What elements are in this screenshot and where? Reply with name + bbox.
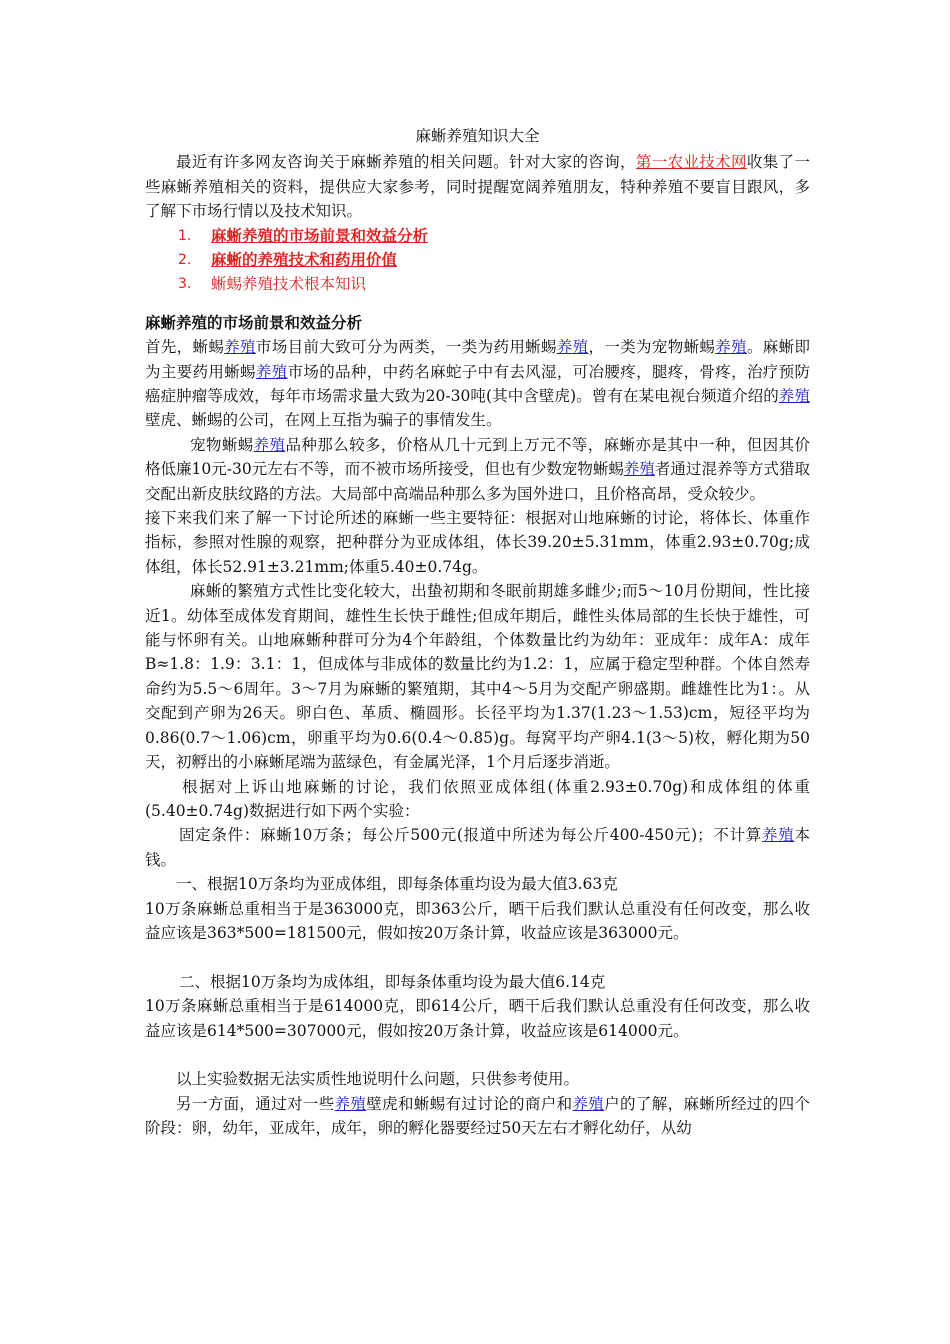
experiment-1-body: 10万条麻蜥总重相当于是363000克，即363公斤，晒干后我们默认总重没有任何改变，那么收益应该是363*500=181500元，假如按20万条计算，收益应该是363000元。 — [145, 899, 810, 942]
toc-link-2[interactable]: 麻蜥的养殖技术和药用价值 — [211, 250, 398, 270]
text: 壁虎和蜥蜴有过讨论的商户和 — [366, 1094, 573, 1113]
paragraph-features: 接下来我们来了解一下讨论所述的麻蜥一些主要特征：根据对山地麻蜥的讨论，将体长、体重作指标，参照对性腺的观察，把种群分为亚成体组，体长39.20±5.31mm，体重2.93±0.70g;成体组，体长52.91±3.21mm;体重5.40±0.74g。 — [145, 509, 810, 576]
experiment-2-body: 10万条麻蜥总重相当于是614000克，即614公斤，晒干后我们默认总重没有任何改变，那么收益应该是614*500=307000元，假如按20万条计算，收益应该是614000元。 — [145, 997, 810, 1040]
text: 首先，蜥蜴 — [145, 338, 225, 357]
toc-list — [145, 224, 810, 297]
paragraph-conditions — [145, 823, 810, 872]
text: 市场的品种，中药名麻蛇子中有去风湿，可冶腰疼，腿疼，骨疼，治疗预防癌症肿瘤等成效，每年市场需求量大致为20-30吨(其中含壁虎)。曾有在某电视台频道介绍的 — [145, 362, 810, 406]
document-body — [145, 124, 810, 1141]
intro-text-a: 最近有许多网友咨询关于麻蜥养殖的相关问题。针对大家的咨询， — [176, 153, 636, 172]
text: 者通过混养等方式猎取交配出新皮肤纹路的方法。大局部中高端品种那么多为国外进口，且价格高昂，受众较少。 — [145, 460, 810, 503]
paragraph-market — [145, 335, 810, 433]
toc-text-3: 蜥蜴养殖技术根本知识 — [211, 275, 367, 294]
paragraph-pet — [145, 433, 810, 506]
spacer — [145, 1043, 810, 1067]
yangzhi-link[interactable]: 养殖 — [255, 362, 288, 381]
paragraph-note: 以上实验数据无法实质性地说明什么问题，只供参考使用。 — [176, 1070, 580, 1089]
site-link[interactable]: 第一农业技术网 — [635, 153, 747, 172]
text: ，一类为宠物蜥蜴 — [588, 338, 716, 357]
yangzhi-link[interactable]: 养殖 — [253, 435, 286, 454]
section-heading: 麻蜥养殖的市场前景和效益分析 — [145, 312, 363, 332]
yangzhi-link[interactable]: 养殖 — [556, 338, 589, 357]
yangzhi-link[interactable]: 养殖 — [778, 387, 810, 406]
document-title: 麻蜥养殖知识大全 — [415, 127, 540, 145]
toc-link-1[interactable]: 麻蜥养殖的市场前景和效益分析 — [211, 225, 429, 245]
text: 品种那么较多，价格从几十元到上万元不等，麻蜥亦是其中一种，但因其价格低廉10元-30元左右不等，而不被市场所接受，但也有少数宠物蜥蜴 — [145, 435, 810, 479]
intro-paragraph — [145, 150, 810, 223]
text: 宠物蜥蜴 — [190, 435, 254, 454]
toc-number: 3. — [178, 276, 192, 293]
toc-number: 2. — [178, 252, 192, 269]
experiment-1-heading: 一、根据10万条均为亚成体组，即每条体重均设为最大值3.63克 — [176, 875, 618, 894]
toc-number: 1. — [178, 227, 192, 244]
spacer — [145, 945, 810, 969]
experiment-2-heading: 二、根据10万条均为成体组，即每条体重均设为最大值6.14克 — [179, 972, 606, 991]
yangzhi-link[interactable]: 养殖 — [623, 460, 655, 479]
text: 市场目前大致可分为两类，一类为药用蜥蜴 — [255, 338, 557, 357]
text: 本钱。 — [145, 826, 810, 869]
paragraph-experiment-intro: 根据对上诉山地麻蜥的讨论，我们依照亚成体组(体重2.93±0.70g)和成体组的体重(5.40±0.74g)数据进行如下两个实验： — [145, 777, 810, 820]
yangzhi-link[interactable]: 养殖 — [762, 826, 795, 845]
yangzhi-link[interactable]: 养殖 — [572, 1094, 605, 1113]
text: 壁虎、蜥蜴的公司，在网上互指为骗子的事情发生。 — [145, 411, 502, 430]
paragraph-breeding: 麻蜥的繁殖方式性比变化较大，出蛰初期和冬眠前期雄多雌少;而5～10月份期间，性比接近1。幼体至成体发育期间，雄性生长快于雌性;但成年期后，雌性头体局部的生长快于雄性，可能与怀卵有关。山地麻蜥种群可分为4个年龄组，个体数量比约为幼年：亚成年：成年A：成年B≈1.8：1.9：3.1：1，但成体与非成体的数量比约为1.2：1，应属于稳定型种群。个体自然寿命约为5.5～6周年。3～7月为麻蜥的繁殖期，其中4～5月为交配产卵盛期。雌雄性比为1：。从交配到产卵为26天。卵白色、革质、椭圆形。长径平均为1.37(1.23～1.53)cm，短径平均为0.86(0.7～1.06)cm，卵重平均为0.6(0.4～0.85)g。每窝平均产卵4.1(3～5)枚，孵化期为50天，初孵出的小麻蜥尾端为蓝绿色，有金属光泽，1个月后逐步消逝。 — [145, 582, 810, 772]
yangzhi-link[interactable]: 养殖 — [224, 338, 256, 357]
toc-item-3 — [145, 272, 810, 296]
text: 另一方面，通过对一些 — [176, 1094, 335, 1113]
text: 固定条件：麻蜥10万条；每公斤500元(报道中所述为每公斤400-450元)；不计算 — [179, 826, 763, 845]
toc-item-2[interactable] — [145, 248, 810, 272]
yangzhi-link[interactable]: 养殖 — [715, 338, 747, 357]
toc-item-1[interactable] — [145, 224, 810, 248]
yangzhi-link[interactable]: 养殖 — [334, 1094, 367, 1113]
intro-text-b: 收集了一些麻蜥养殖相关的资料，提供应大家参考，同时提醒宽阔养殖朋友，特种养殖不要盲目跟风，多了解下市场行情以及技术知识。 — [145, 153, 810, 221]
text: 。麻蜥即为主要药用蜥蜴 — [145, 338, 810, 381]
paragraph-stages — [145, 1092, 810, 1141]
text: 户的了解，麻蜥所经过的四个阶段：卵，幼年，亚成年，成年，卵的孵化器要经过50天左右才孵化幼仔，从幼 — [145, 1094, 810, 1138]
